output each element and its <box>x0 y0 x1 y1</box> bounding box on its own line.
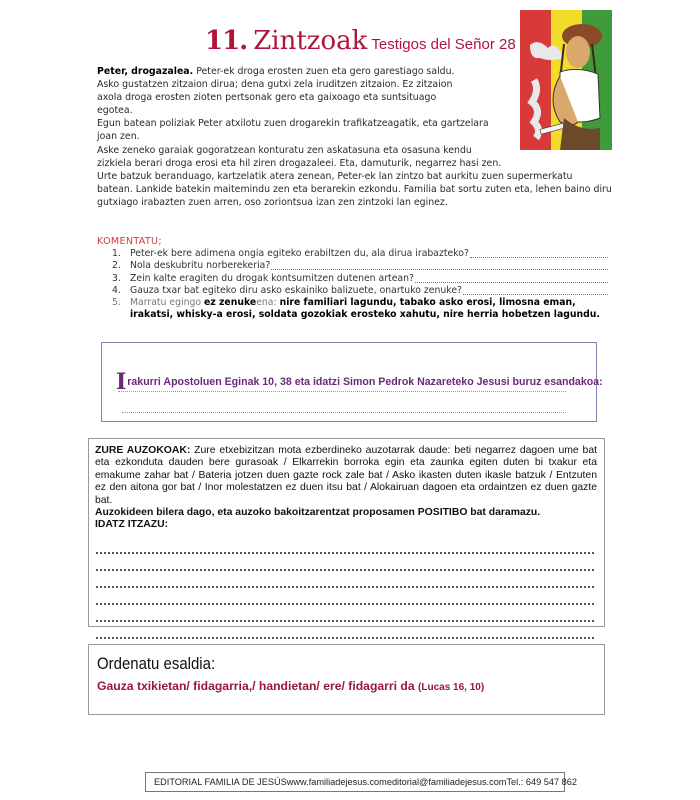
auzokoak-box <box>88 438 605 627</box>
story-line: Aske zeneko garaiak gogoratzean konturatu zen askatasuna eta osasuna kendu <box>97 144 472 156</box>
ordenatu-heading: Ordenatu esaldia: <box>97 654 216 673</box>
answer-line[interactable] <box>271 260 608 270</box>
phone-number: Tel.: 649 547 862 <box>506 777 577 787</box>
answer-line[interactable] <box>118 391 566 392</box>
question-text: Gauza txar bat egiteko diru asko eskainiko balizuete, onartuko zenuke? <box>130 284 462 296</box>
answer-line[interactable] <box>96 588 594 605</box>
story-lead: Peter, drogazalea. <box>97 66 194 77</box>
question-number: 3. <box>112 272 121 284</box>
answer-line[interactable] <box>470 248 608 258</box>
story-line: Urte batzuk beranduago, kartzelatik atera zenean, Peter-ek lan zintzo bat aurkitu zuen supermerkatu <box>97 170 573 182</box>
story-line: egotea. <box>97 105 133 117</box>
answer-line[interactable] <box>122 412 566 413</box>
scrambled-sentence: Gauza txikietan/ fidagarria,/ handietan/ ere/ fidagarri da (Lucas 16, 10) <box>97 679 485 693</box>
answer-line[interactable] <box>415 273 608 283</box>
irakurri-instruction: Irakurri Apostoluen Eginak 10, 38 eta idatzi Simon Pedrok Nazareteko Jesusi buruz esandakoa: <box>116 369 603 395</box>
answer-line[interactable] <box>463 285 608 295</box>
question-item <box>112 248 608 260</box>
story-line: axola droga erosten zioten pertsonak gero eta gaixoago eta suntsituago <box>97 92 437 104</box>
lesson-subtitle: Testigos del Señor 28 <box>371 36 516 53</box>
footer <box>145 772 577 792</box>
bible-reference: (Lucas 16, 10) <box>418 682 485 693</box>
question-text: Zein kalte eragiten du drogak kontsumitzen dutenen artean? <box>130 272 414 284</box>
story-text <box>97 65 617 209</box>
drop-cap: I <box>116 369 127 395</box>
answer-lines <box>96 537 594 639</box>
ordenatu-box <box>88 644 605 715</box>
question-number: 4. <box>112 284 121 296</box>
auzokoak-text: ZURE AUZOKOAK: Zure etxebizitzan mota ezberdineko auzotarrak daude: beti negarrez dagoen ume bat eta ezkonduta dauden bere gurasoak / Elkarrekin borroka egin eta zaunka egiten duten bi txakur eta emakume zahar bat / Bateria jotzen duen gazte rock zale bat / Asko ikasten duten ikasle batzuk / Entzuten ez den aitona gor bat / Inor molestatzen ez duen itsu bat / Alokairuan dagoen eta ordaintzen ez duen gazte bat. Auzokideen bilera dago, eta auzoko bakoitzarentzat proposamen POSITIBO bat daramazu. IDATZ ITZAZU: <box>95 445 597 531</box>
publisher-name: EDITORIAL FAMILIA DE JESÚS <box>154 777 287 787</box>
question-number: 1. <box>112 248 121 259</box>
question-text: Peter-ek bere adimena ongia egiteko erabiltzen du, ala dirua irabazteko? <box>130 248 469 259</box>
question-item <box>112 260 608 272</box>
write-label: IDATZ ITZAZU: <box>95 519 169 531</box>
question-number: 2. <box>112 260 121 272</box>
question-text: Nola deskubritu norberekeria? <box>130 260 271 272</box>
website-link[interactable]: www.familiadejesus.com <box>286 777 387 787</box>
answer-line[interactable] <box>96 554 594 571</box>
lesson-number: 11. <box>205 26 248 56</box>
story-line: joan zen. <box>97 131 140 143</box>
question-item <box>112 273 608 285</box>
face <box>566 36 590 68</box>
answer-line[interactable] <box>96 571 594 588</box>
story-line: Egun batean poliziak Peter atxilotu zuen drogarekin trafikatzeagatik, eta gartzelara <box>97 118 489 130</box>
question-item <box>112 297 608 322</box>
answer-line[interactable] <box>96 605 594 622</box>
answer-line[interactable] <box>96 537 594 554</box>
email-link[interactable]: editorial@familiadejesus.com <box>386 777 507 787</box>
question-number: 5. <box>112 297 121 309</box>
question-item <box>112 285 608 297</box>
story-line: Asko gustatzen zitzaion dirua; dena gutxi zela iruditzen zitzaion. Ez zitzaion <box>97 79 453 91</box>
story-line: gutxiago irabazten zuen arren, oso zoriontsua izan zen zintzoki lan eginez. <box>97 196 448 208</box>
story-line: zizkiela berari droga erosi eta hil ziren drogazaleei. Eta, damuturik, negarrez hasi zen. <box>97 157 502 169</box>
lesson-title <box>205 26 516 56</box>
story-line: Peter, drogazalea. Peter-ek droga erosten zuen eta gero garestiago saldu. <box>97 66 455 77</box>
question-text: Marratu egingo ez zenukeena: nire familiari lagundu, tabako asko erosi, limosna eman, irakatsi, whisky-a erosi, soldata gozokiak erosteko xahutu, nire herria hobetzen lagundu. <box>130 297 600 321</box>
auzokoak-label: ZURE AUZOKOAK: <box>95 445 191 456</box>
story-line: batean. Lankide batekin maitemindu zen eta berarekin ezkondu. Familia bat sortu zuten eta, lehen baino diru <box>97 183 612 195</box>
answer-line[interactable] <box>96 622 594 639</box>
q5-options[interactable]: nire familiari lagundu, tabako asko erosi, limosna eman, irakatsi, whisky-a erosi, soldata gozokiak erosteko xahutu, nire herria hobetzen lagundu. <box>130 297 600 321</box>
komentatu-heading: KOMENTATU; <box>97 236 162 247</box>
komentatu-questions <box>112 248 608 322</box>
irakurri-box <box>101 342 603 422</box>
auzokoak-instruction: Auzokideen bilera dago, eta auzoko bakoitzarentzat proposamen POSITIBO bat daramazu. <box>95 507 541 519</box>
lesson-name: Zintzoak <box>253 26 368 56</box>
